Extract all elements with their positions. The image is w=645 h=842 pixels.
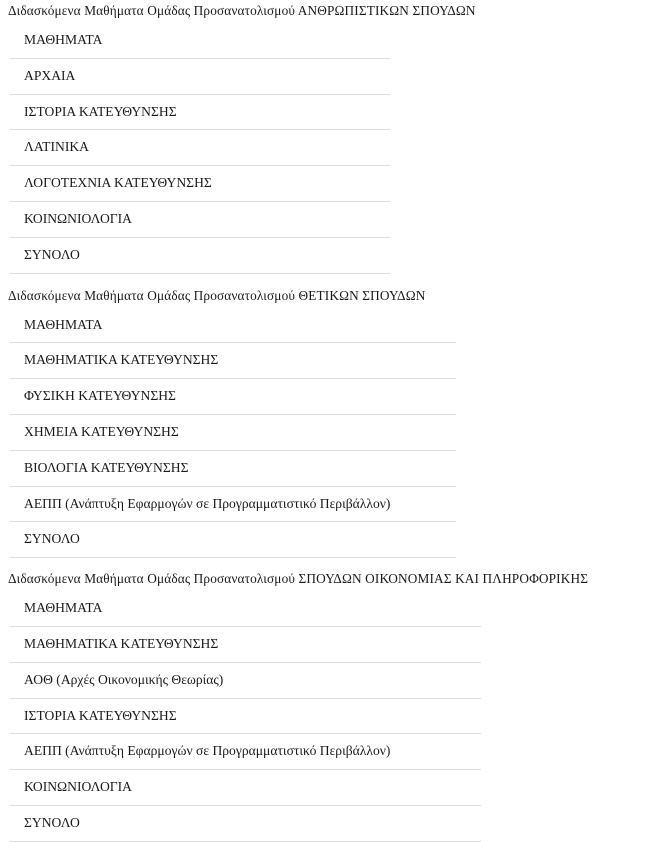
table-row[interactable] [10,734,481,770]
course-table-humanities [10,23,390,274]
course-name-cell: ΜΑΘΗΜΑΤΑ [10,23,390,58]
table-row[interactable] [10,770,481,806]
course-table-sciences [10,308,456,559]
table-row[interactable] [10,201,390,237]
table-row[interactable] [10,698,481,734]
table-row-total[interactable] [10,522,456,558]
section-caption-humanities: Διδασκόμενα Μαθήματα Ομάδας Προσανατολισμού ΑΝΘΡΩΠΙΣΤΙΚΩΝ ΣΠΟΥΔΩΝ [8,3,476,18]
course-table-economics-informatics [10,591,481,842]
course-name-cell: ΑΕΠΠ (Ανάπτυξη Εφαρμογών σε Προγραμματιστικό Περιβάλλον) [10,734,481,770]
orientation-group-section-2 [0,287,645,559]
table-row-total[interactable] [10,805,481,841]
table-row[interactable] [10,130,390,166]
course-name-cell: ΑΡΧΑΙΑ [10,58,390,94]
course-total-cell: ΣΥΝΟΛΟ [10,237,390,273]
course-table-body [10,23,390,273]
section-caption-sciences: Διδασκόμενα Μαθήματα Ομάδας Προσανατολισμού ΘΕΤΙΚΩΝ ΣΠΟΥΔΩΝ [8,287,426,303]
course-name-cell: ΜΑΘΗΜΑΤΑ [10,591,481,626]
course-name-cell: ΛΟΓΟΤΕΧΝΙΑ ΚΑΤΕΥΘΥΝΣΗΣ [10,166,390,202]
course-name-cell: ΜΑΘΗΜΑΤΙΚΑ ΚΑΤΕΥΘΥΝΣΗΣ [10,626,481,662]
course-table-body [10,308,456,558]
section-spacer [0,274,645,287]
table-row[interactable] [10,343,456,379]
table-row[interactable] [10,23,390,58]
course-name-cell: ΦΥΣΙΚΗ ΚΑΤΕΥΘΥΝΣΗΣ [10,379,456,415]
course-name-cell: ΛΑΤΙΝΙΚΑ [10,130,390,166]
course-name-cell: ΜΑΘΗΜΑΤΙΚΑ ΚΑΤΕΥΘΥΝΣΗΣ [10,343,456,379]
table-row-total[interactable] [10,237,390,273]
orientation-group-section-3 [0,570,645,842]
table-row[interactable] [10,94,390,130]
table-row[interactable] [10,308,456,343]
course-name-cell: ΚΟΙΝΩΝΙΟΛΟΓΙΑ [10,770,481,806]
course-total-cell: ΣΥΝΟΛΟ [10,805,481,841]
table-row[interactable] [10,591,481,626]
course-name-cell: ΜΑΘΗΜΑΤΑ [10,308,456,343]
table-row[interactable] [10,58,390,94]
course-total-cell: ΣΥΝΟΛΟ [10,522,456,558]
table-row[interactable] [10,626,481,662]
table-row[interactable] [10,450,456,486]
section-spacer [0,558,645,570]
course-name-cell: ΚΟΙΝΩΝΙΟΛΟΓΙΑ [10,201,390,237]
table-row[interactable] [10,414,456,450]
course-name-cell: ΙΣΤΟΡΙΑ ΚΑΤΕΥΘΥΝΣΗΣ [10,94,390,130]
table-row[interactable] [10,486,456,522]
table-row[interactable] [10,166,390,202]
course-name-cell: ΑΟΘ (Αρχές Οικονομικής Θεωρίας) [10,662,481,698]
section-caption-economics-informatics: Διδασκόμενα Μαθήματα Ομάδας Προσανατολισμού ΣΠΟΥΔΩΝ ΟΙΚΟΝΟΜΙΑΣ ΚΑΙ ΠΛΗΡΟΦΟΡΙΚΗΣ [8,571,589,587]
orientation-group-section-1 [0,2,645,274]
course-table-body [10,591,481,841]
course-name-cell: ΙΣΤΟΡΙΑ ΚΑΤΕΥΘΥΝΣΗΣ [10,698,481,734]
course-name-cell: ΧΗΜΕΙΑ ΚΑΤΕΥΘΥΝΣΗΣ [10,414,456,450]
table-row[interactable] [10,379,456,415]
course-name-cell: ΒΙΟΛΟΓΙΑ ΚΑΤΕΥΘΥΝΣΗΣ [10,450,456,486]
table-row[interactable] [10,662,481,698]
course-name-cell: ΑΕΠΠ (Ανάπτυξη Εφαρμογών σε Προγραμματιστικό Περιβάλλον) [10,486,456,522]
